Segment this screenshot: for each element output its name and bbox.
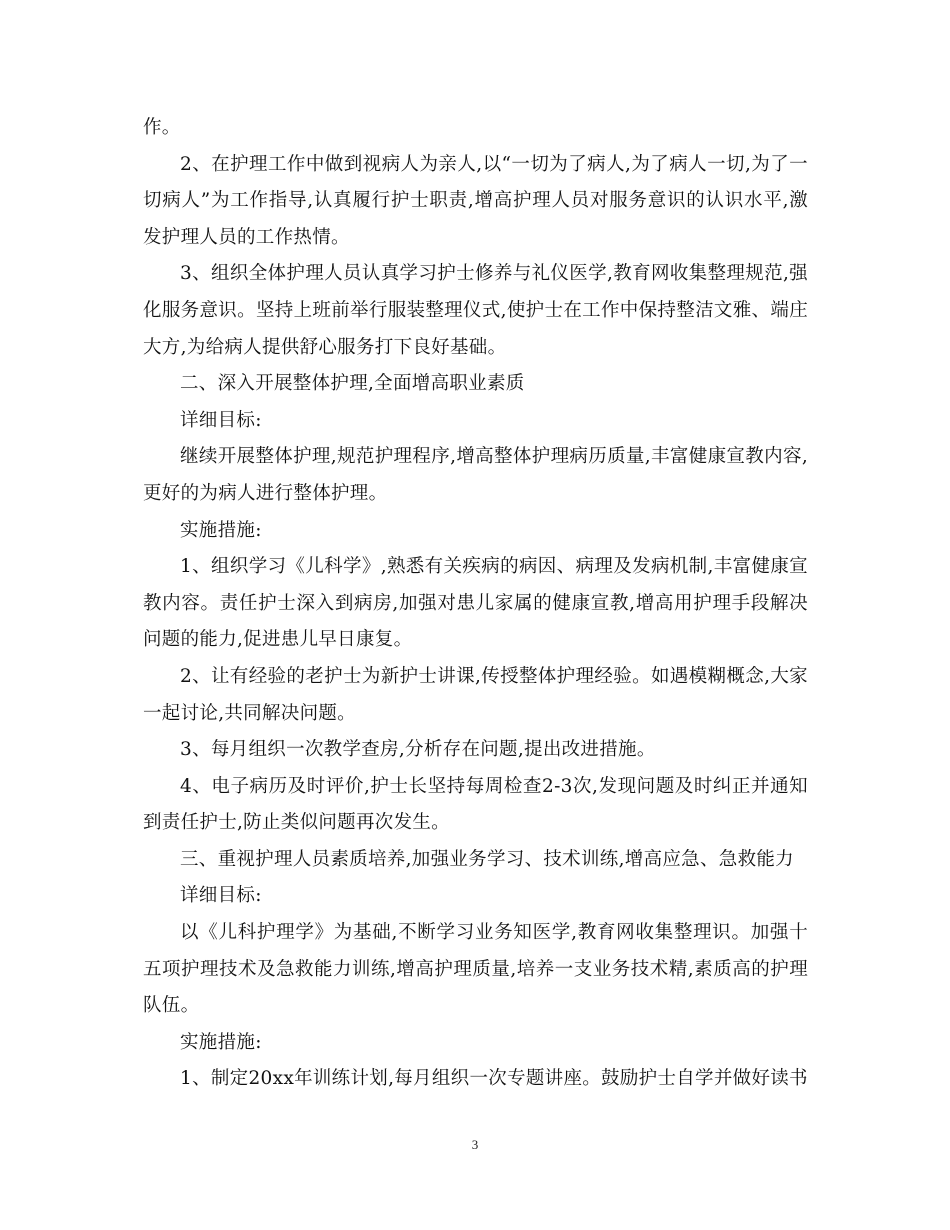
paragraph: 1、制定20xx年训练计划,每月组织一次专题讲座。鼓励护士自学并做好读书: [180, 1068, 808, 1090]
subheading: 实施措施:: [180, 1031, 262, 1053]
paragraph: 4、电子病历及时评价,护士长坚持每周检查2-3次,发现问题及时纠正并通知到责任护士,防止类似问题再次发生。: [143, 775, 808, 834]
section-heading: 三、重视护理人员素质培养,加强业务学习、技术训练,增高应急、急救能力: [180, 848, 794, 870]
paragraph: 2、在护理工作中做到视病人为亲人,以“一切为了病人,为了病人一切,为了一切病人”为工作指导,认真履行护士职责,增高护理人员对服务意识的认识水平,激发护理人员的工作热情。: [143, 153, 808, 248]
paragraph: 继续开展整体护理,规范护理程序,增高整体护理病历质量,丰富健康宣教内容,更好的为病人进行整体护理。: [143, 446, 808, 504]
paragraph: 3、组织全体护理人员认真学习护士修养与礼仪医学,教育网收集整理规范,强化服务意识。坚持上班前举行服装整理仪式,使护士在工作中保持整洁文雅、端庄大方,为给病人提供舒心服务打下良好基础。: [143, 263, 808, 358]
subheading: 实施措施:: [180, 519, 262, 541]
paragraph: 作。: [143, 117, 181, 138]
subheading: 详细目标:: [180, 409, 262, 431]
paragraph: 2、让有经验的老护士为新护士讲课,传授整体护理经验。如遇模糊概念,大家一起讨论,共同解决问题。: [143, 665, 808, 724]
paragraph: 以《儿科护理学》为基础,不断学习业务知医学,教育网收集整理识。加强十五项护理技术及急救能力训练,增高护理质量,培养一支业务技术精,素质高的护理队伍。: [143, 922, 808, 1017]
subheading: 详细目标:: [180, 885, 262, 907]
paragraph: 3、每月组织一次教学查房,分析存在问题,提出改进措施。: [180, 739, 656, 761]
paragraph: 1、组织学习《儿科学》,熟悉有关疾病的病因、病理及发病机制,丰富健康宣教内容。责任护士深入到病房,加强对患儿家属的健康宣教,增高用护理手段解决问题的能力,促进患儿早日康复。: [143, 556, 808, 651]
page-number: 3: [471, 1137, 479, 1152]
document-body: [143, 110, 808, 1098]
section-heading: 二、深入开展整体护理,全面增高职业素质: [180, 373, 525, 395]
